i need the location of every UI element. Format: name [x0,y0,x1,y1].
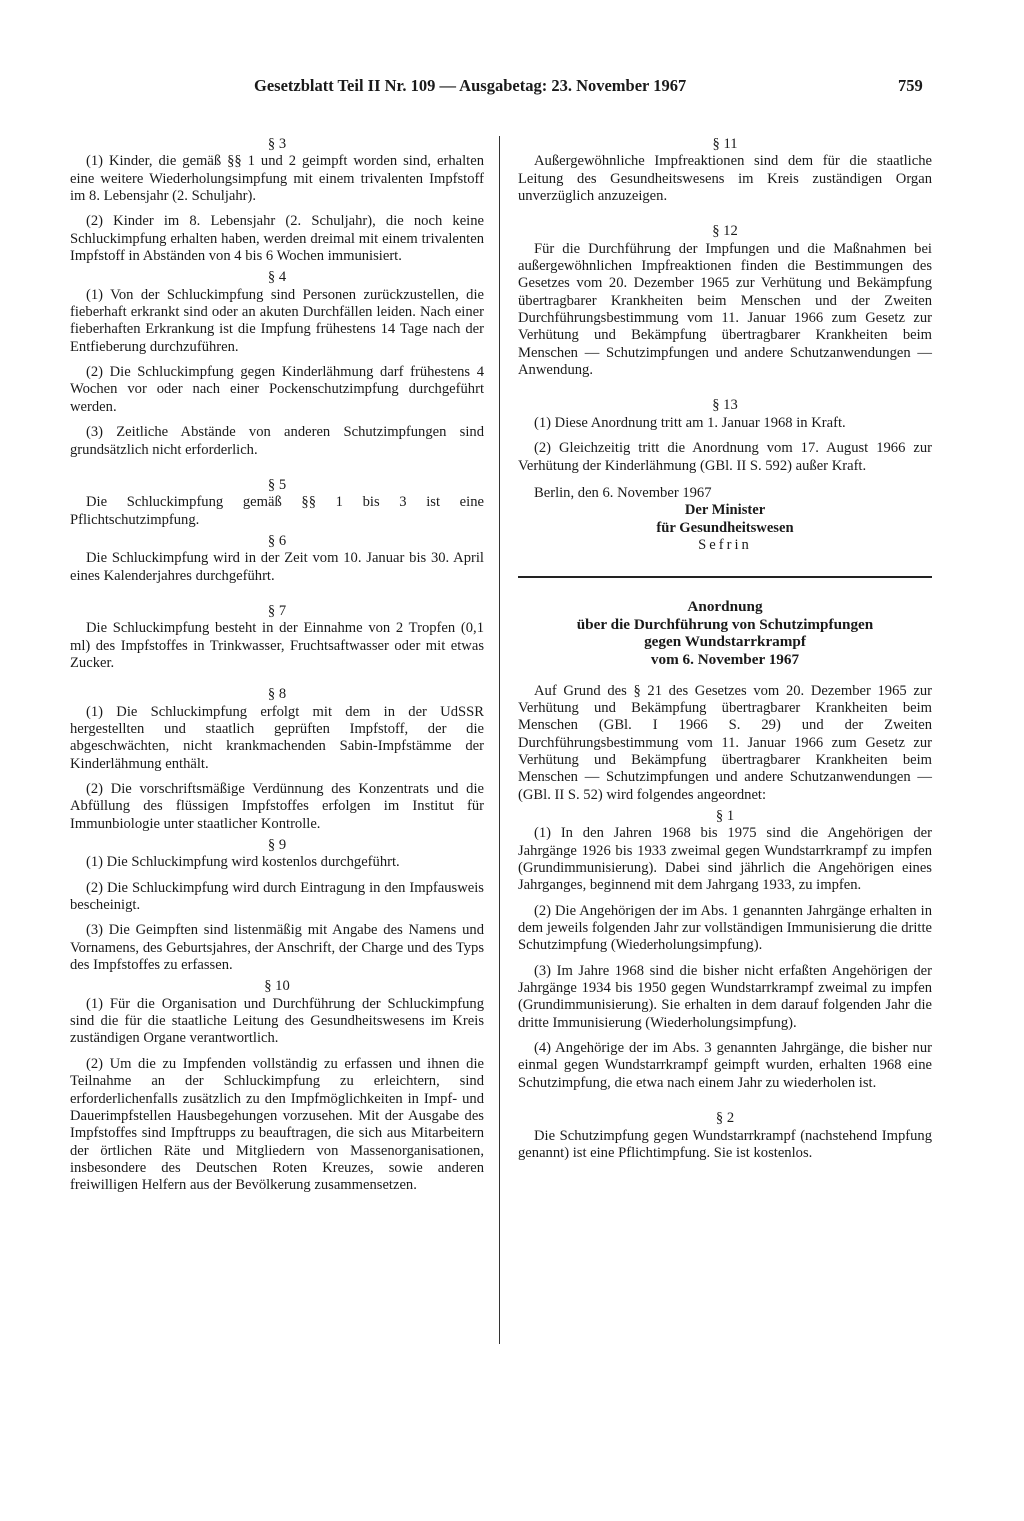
paragraph: (2) Kinder im 8. Lebensjahr (2. Schuljahr), die noch keine Schluckimpfung erhalten haben, werden dreimal mit einem trivalenten Impfstoff in Abständen von 4 bis 6 Wochen immunisiert. [70,213,484,265]
paragraph: (2) Die Schluckimpfung gegen Kinderlähmung darf frühestens 4 Wochen vor oder nach einer Pockenschutzimpfung durchgeführt werden. [70,364,484,415]
section-heading: § 10 [264,978,290,995]
section-heading: § 7 [267,602,287,619]
place-date: Berlin, den 6. November 1967 [534,484,712,501]
signature-name: Sefrin [698,536,752,553]
paragraph: (3) Die Geimpften sind listenmäßig mit Angabe des Namens und Vornamens, des Geburtsjahres, der Anschrift, der Charge und des Typs des Impfstoffes zu erfassen. [70,922,484,974]
ordinance-title: Anordnung [687,598,763,616]
paragraph: (1) In den Jahren 1968 bis 1975 sind die Angehörigen der Jahrgänge 1926 bis 1933 zweimal gegen Wundstarrkrampf zu impfen (Grundimmunisierung). Dabei sind jährlich die Angehörigen eines Jahrganges, beginnend mit dem Jahrgang 1933, zu impfen. [518,825,932,894]
paragraph: (1) Die Schluckimpfung erfolgt mit dem in der UdSSR hergestellten und staatlich geprüften Impfstoff, der die abgeschwächten, nicht krankmachenden Sabin-Impfstämme der Kinderlähmung enthält. [70,703,484,772]
paragraph: (2) Die Angehörigen der im Abs. 1 genannten Jahrgänge erhalten in dem jeweils folgenden Jahr zur vollständigen Immunisierung die dritte Schutzimpfung (Wiederholungsimpfung). [518,902,932,954]
paragraph: (2) Um die zu Impfenden vollständig zu erfassen und ihnen die Teilnahme an der Schluckimpfung zu erleichtern, sind erforderlichenfalls zusätzlich zu den Impfmöglichkeiten in Impf- und Dauerimpfstellen Hausbegehungen vorzusehen. Mit der Ausgabe des Impfstoffes sind Impftrupps zu beauftragen, die sich aus Mitarbeitern der örtlichen Räte und Mitgliedern von Massenorganisationen, insbesondere des Deutschen Roten Kreuzes, sowie anderen freiwilligen Helfern aus der Bevölkerung zusammensetzen. [70,1055,484,1194]
section-heading: § 2 [715,1110,735,1127]
section-heading: § 13 [712,397,738,414]
page-header [0,76,1024,98]
paragraph: (4) Angehörige der im Abs. 3 genannten Jahrgänge, die bisher nur einmal gegen Wundstarrkrampf geimpft wurden, erhalten 1968 eine Schutzimpfung, die etwa nach einem Jahr zu wiederholen ist. [518,1040,932,1091]
preamble: Auf Grund des § 21 des Gesetzes vom 20. Dezember 1965 zur Verhütung und Bekämpfung übertragbarer Krankheiten beim Menschen (GBl. I 1966 S. 29) und der Zweiten Durchführungsbestimmung vom 11. Januar 1966 zum Gesetz zur Verhütung und Bekämpfung übertragbarer Krankheiten beim Menschen — Schutzimpfungen und andere Schutzanwendungen — (GBl. II S. 52) wird folgendes angeordnet: [518,682,932,803]
paragraph: Außergewöhnliche Impfreaktionen sind dem für die staatliche Leitung des Gesundheitswesens im Kreis zuständigen Organ unverzüglich anzuzeigen. [518,153,932,205]
signature-ministry: für Gesundheitswesen [656,519,794,536]
section-heading: § 3 [267,136,287,152]
paragraph: (2) Die vorschriftsmäßige Verdünnung des Konzentrats und die Abfüllung des flüssigen Impfstoffes erfolgen im Institut für Immunbiologie unter staatlicher Kontrolle. [70,781,484,832]
paragraph: Die Schluckimpfung besteht in der Einnahme von 2 Tropfen (0,1 ml) des Impfstoffes in Trinkwasser, Fruchtsaftwasser oder mit etwas Zucker. [70,620,484,671]
paragraph: (1) Von der Schluckimpfung sind Personen zurückzustellen, die fieberhaft erkrankt sind oder an akuten Durchfällen leiden. Nach einer fieberhaften Erkrankung ist die Impfung frühestens 14 Tage nach der Entfieberung durchzuführen. [70,286,484,355]
paragraph: (1) Für die Organisation und Durchführung der Schluckimpfung sind die für die staatliche Leitung des Gesundheitswesens im Kreis zuständigen Organe verantwortlich. [70,995,484,1047]
paragraph: (2) Gleichzeitig tritt die Anordnung vom 17. August 1966 zur Verhütung der Kinderlähmung (GBl. II S. 592) außer Kraft. [518,440,932,474]
signature-title: Der Minister [684,502,766,519]
paragraph: (1) Kinder, die gemäß §§ 1 und 2 geimpft worden sind, erhalten eine weitere Wiederholungsimpfung mit einem trivalenten Impfstoff im 8. Lebensjahr (2. Schuljahr). [70,153,484,205]
paragraph: Die Schluckimpfung gemäß §§ 1 bis 3 ist eine Pflichtschutzimpfung. [70,494,484,528]
section-heading: § 5 [267,476,287,493]
paragraph: (3) Zeitliche Abstände von anderen Schutzimpfungen sind grundsätzlich nicht erforderlich. [70,424,484,458]
column-divider [499,136,500,1344]
section-heading: § 9 [267,837,287,854]
section-heading: § 6 [267,532,287,549]
section-heading: § 11 [712,136,738,152]
paragraph: Für die Durchführung der Impfungen und die Maßnahmen bei außergewöhnlichen Impfreaktionen finden die Bestimmungen des Gesetzes vom 20. Dezember 1965 zur Verhütung und Bekämpfung übertragbarer Krankheiten beim Menschen und der Zweiten Durchführungsbestimmung vom 11. Januar 1966 zum Gesetz zur Verhütung und Bekämpfung übertragbarer Krankheiten beim Menschen — Schutzimpfungen und andere Schutzanwendungen — Anwendung. [518,240,932,379]
section-heading: § 12 [712,223,738,240]
paragraph: (2) Die Schluckimpfung wird durch Eintragung in den Impfausweis bescheinigt. [70,879,484,914]
ordinance-subtitle: gegen Wundstarrkrampf [644,633,806,651]
paragraph: (3) Im Jahre 1968 sind die bisher nicht erfaßten Angehörigen der Jahrgänge 1934 bis 1950 gegen Wundstarrkrampf zweimal zu impfen (Grundimmunisierung). Sie erhalten in dem darauf folgenden Jahr die dritte Immunisierung (Wiederholungsimpfung). [518,962,932,1031]
paragraph: Die Schutzimpfung gegen Wundstarrkrampf (nachstehend Impfung genannt) ist eine Pflichtimpfung. Sie ist kostenlos. [518,1127,932,1161]
paragraph: (1) Diese Anordnung tritt am 1. Januar 1968 in Kraft. [534,414,846,431]
section-heading: § 8 [267,686,287,703]
paragraph: Die Schluckimpfung wird in der Zeit vom 10. Januar bis 30. April eines Kalenderjahres durchgeführt. [70,550,484,584]
left-column [70,136,484,1195]
section-rule [518,576,932,578]
paragraph: (1) Die Schluckimpfung wird kostenlos durchgeführt. [86,854,400,871]
right-column [518,136,932,1162]
page-number: 759 [898,76,923,95]
header-title: Gesetzblatt Teil II Nr. 109 — Ausgabetag: 23. November 1967 [254,76,687,95]
section-heading: § 4 [267,269,287,286]
ordinance-subtitle: über die Durchführung von Schutzimpfungen [576,615,874,633]
ordinance-date: vom 6. November 1967 [650,651,800,668]
section-heading: § 1 [715,808,735,824]
